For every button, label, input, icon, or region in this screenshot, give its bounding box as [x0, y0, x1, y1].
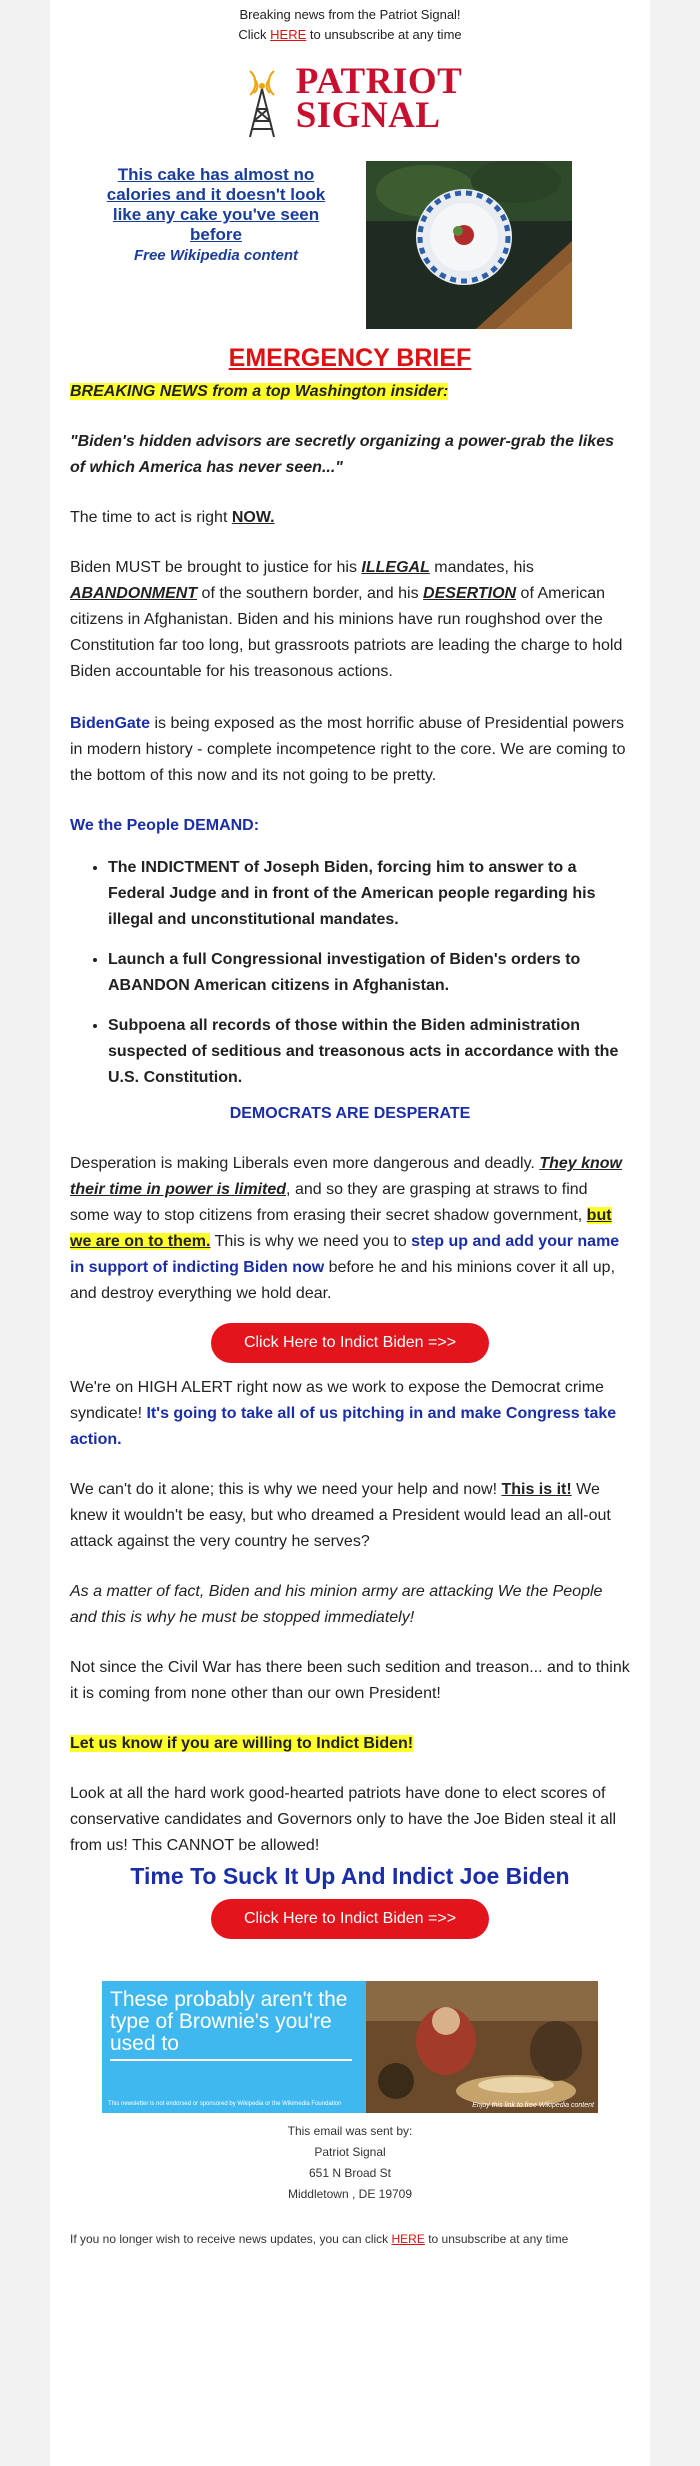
- ad-disclaimer: This newsletter is not endorsed or sponsored by Wikipedia or the Wikimedia Foundation: [108, 2101, 342, 2107]
- preheader-text-a: Click: [238, 27, 271, 42]
- democrats-desperate-heading: DEMOCRATS ARE DESPERATE: [229, 1105, 471, 1122]
- suck-it-up-headline: Time To Suck It Up And Indict Joe Biden: [130, 1863, 570, 1889]
- ad-cake-subtitle: Free Wikipedia content: [133, 247, 299, 264]
- act-text: The time to act is right: [70, 509, 232, 526]
- ad-divider: [110, 2059, 352, 2061]
- preheader-text: Breaking news from the Patriot Signal!: [239, 7, 461, 22]
- demand-list: [70, 855, 630, 1091]
- brownie-illustration[interactable]: [366, 1981, 598, 2113]
- indict-biden-button[interactable]: Click Here to Indict Biden =>>: [211, 1323, 489, 1363]
- p3-desertion: DESERTION: [423, 585, 517, 602]
- act-now-paragraph: [70, 505, 630, 531]
- sender-city: Middletown , DE 19709: [287, 2187, 413, 2201]
- p3-illegal: ILLEGAL: [361, 559, 430, 576]
- p8-text-b: We knew it wouldn't be easy, but who dreamed a President would lead an all-out attack against the very country he serves?: [70, 1481, 611, 1550]
- sponsored-ad-brownies[interactable]: [102, 1981, 598, 2113]
- unsubscribe-link-top[interactable]: HERE: [270, 27, 307, 42]
- logo-wordmark: [295, 61, 463, 136]
- demand-item: • Subpoena all records of those within the Biden administration suspected of seditious and treasonous acts in accordance with the U.S. Constitution.: [108, 1013, 630, 1091]
- p6-text-d: before he and his minions cover it all up, and destroy everything we hold dear.: [70, 1259, 616, 1302]
- p3-text-c: of the southern border, and his: [197, 585, 424, 602]
- sender-org: Patriot Signal: [314, 2145, 386, 2159]
- cake-plate-image[interactable]: [366, 161, 572, 329]
- unsubscribe-text-b: to unsubscribe at any time: [424, 2232, 569, 2246]
- p6-onto-them: but we are on to them.: [70, 1207, 612, 1250]
- emergency-brief-headline: EMERGENCY BRIEF: [228, 344, 472, 372]
- help-paragraph: [70, 1477, 630, 1555]
- email-body: [50, 0, 650, 2466]
- p6-text-c: This is why we need you to: [210, 1233, 412, 1250]
- act-now-emphasis: NOW.: [231, 509, 275, 526]
- ad-caption: Enjoy this link to free Wikipedia content: [472, 2102, 594, 2109]
- ad-cake-title[interactable]: This cake has almost no calories and it doesn't look like any cake you've seen before: [106, 165, 326, 244]
- sponsored-ad-cake[interactable]: [70, 161, 630, 331]
- p3-abandonment: ABANDONMENT: [70, 585, 198, 602]
- ad-brownies-text-panel: [102, 1981, 366, 2113]
- unsubscribe-footer: [70, 2229, 630, 2249]
- high-alert-paragraph: [70, 1375, 630, 1453]
- logo-line-2: SIGNAL: [295, 95, 441, 136]
- p3-text-d: of American citizens in Afghanistan. Biden and his minions have run roughshod over the Constitution far too long, but grassroots patriots are leading the charge to hold Biden accountable for his treasonous actions.: [70, 585, 623, 680]
- p6-limited: They know their time in power is limited: [70, 1155, 622, 1198]
- p6-step-up: step up and add your name in support of indicting Biden now: [70, 1233, 620, 1276]
- p7-text: We're on HIGH ALERT right now as we work to expose the Democrat crime syndicate!: [70, 1379, 604, 1422]
- ad-cake-text: [70, 161, 362, 331]
- civil-war-paragraph: Not since the Civil War has there been such sedition and treason... and to think it is coming from none other than our own President!: [70, 1659, 630, 1702]
- p3-text-b: mandates, his: [429, 559, 534, 576]
- preheader: [70, 0, 630, 45]
- patriot-signal-logo[interactable]: [70, 57, 630, 141]
- p6-text-b: , and so they are grasping at straws to find some way to stop citizens from erasing their secret shadow government,: [70, 1181, 588, 1224]
- willing-highlight: Let us know if you are willing to Indict Biden!: [70, 1735, 414, 1752]
- demand-item: • Launch a full Congressional investigation of Biden's orders to ABANDON American citizens in Afghanistan.: [108, 947, 630, 999]
- p6-text-a: Desperation is making Liberals even more dangerous and deadly.: [70, 1155, 540, 1172]
- preheader-text-b: to unsubscribe at any time: [306, 27, 462, 42]
- brownie-illustration-image: [366, 1981, 598, 2113]
- logo-line-1: PATRIOT: [295, 61, 463, 102]
- indict-biden-button[interactable]: Click Here to Indict Biden =>>: [211, 1899, 489, 1939]
- justice-paragraph: [70, 555, 630, 685]
- cta-wrap-1: [70, 1323, 630, 1363]
- insider-quote: "Biden's hidden advisors are secretly organizing a power-grab the likes of which America has never seen...": [70, 433, 614, 476]
- sent-by-label: This email was sent by:: [287, 2124, 413, 2138]
- sender-street: 651 N Broad St: [308, 2166, 392, 2180]
- p3-text-a: Biden MUST be brought to justice for his: [70, 559, 362, 576]
- preheader-unsubscribe: [70, 25, 630, 45]
- ad-brownies-title[interactable]: These probably aren't the type of Brownie's you're used to: [110, 1988, 348, 2055]
- demand-heading: We the People DEMAND:: [70, 817, 260, 834]
- main-copy: [70, 379, 630, 1939]
- bidengate-paragraph: [70, 711, 630, 789]
- sender-footer: [70, 2121, 630, 2205]
- radio-tower-icon: [238, 59, 286, 139]
- bidengate-term: BidenGate: [70, 715, 151, 732]
- bidengate-text: is being exposed as the most horrific abuse of Presidential powers in modern history - complete incompetence right to the core. We are coming to the bottom of this now and its not going to be pretty.: [70, 715, 626, 784]
- hard-work-paragraph: Look at all the hard work good-hearted patriots have done to elect scores of conservative candidates and Governors only to have the Joe Biden steal it all from us! This CANNOT be allowed!: [70, 1785, 617, 1854]
- cta-wrap-2: [70, 1899, 630, 1939]
- p8-this-is-it: This is it!: [501, 1481, 572, 1498]
- unsubscribe-link-bottom[interactable]: HERE: [391, 2232, 425, 2246]
- desperation-paragraph: [70, 1151, 630, 1307]
- minion-army-paragraph: As a matter of fact, Biden and his minion army are attacking We the People and this is why he must be stopped immediately!: [70, 1583, 603, 1626]
- demand-item: • The INDICTMENT of Joseph Biden, forcing him to answer to a Federal Judge and in front of the American people regarding his illegal and unconstitutional mandates.: [108, 855, 630, 933]
- breaking-highlight: BREAKING NEWS from a top Washington insider:: [70, 383, 449, 400]
- p7-blue: It's going to take all of us pitching in and make Congress take action.: [70, 1405, 617, 1448]
- p8-text-a: We can't do it alone; this is why we need your help and now!: [70, 1481, 502, 1498]
- unsubscribe-text-a: If you no longer wish to receive news updates, you can click: [70, 2232, 392, 2246]
